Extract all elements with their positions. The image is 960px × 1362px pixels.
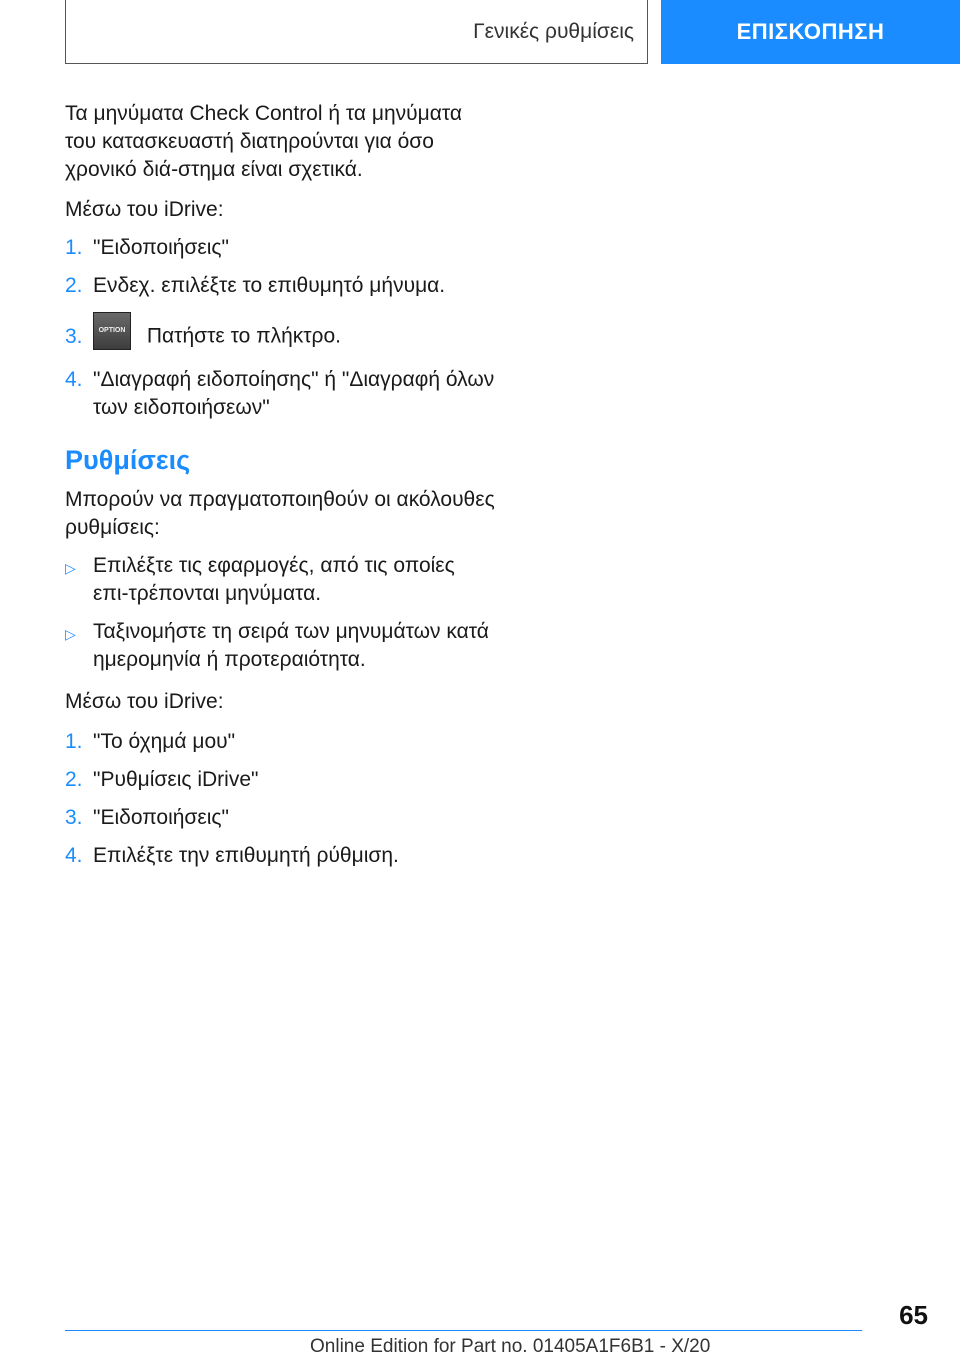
triangle-bullet-icon: ▷ (65, 560, 76, 576)
main-content (65, 100, 495, 884)
list-item (65, 318, 495, 356)
list-item (65, 766, 495, 794)
step-number: 3. (65, 325, 83, 348)
bullet-text: Επιλέξτε τις εφαρμογές, από τις οποίες επι-τρέπονται μηνύματα. (93, 554, 455, 605)
step-content (93, 318, 495, 356)
via-idrive-label: Μέσω του iDrive: (65, 198, 224, 221)
header-section-title: Γενικές ρυθμίσεις (473, 20, 634, 43)
step-text: "Ρυθμίσεις iDrive" (93, 768, 259, 791)
step-number: 2. (65, 274, 83, 297)
list-item (65, 842, 495, 870)
step-number: 1. (65, 236, 83, 259)
step-text: "Το όχημά μου" (93, 730, 236, 753)
intro-paragraph: Τα μηνύματα Check Control ή τα μηνύματα του κατασκευαστή διατηρούνται για όσο χρονικό διά-στημα είναι σχετικά. (65, 102, 462, 181)
list-item (65, 618, 495, 674)
option-button-icon: OPTION (93, 312, 131, 350)
bullet-text: Ταξινομήστε τη σειρά των μηνυμάτων κατά ημερομηνία ή προτεραιότητα. (93, 620, 489, 671)
settings-paragraph: Μπορούν να πραγματοποιηθούν οι ακόλουθες ρυθμίσεις: (65, 488, 495, 539)
header-chapter-tab: ΕΠΙΣΚΟΠΗΣΗ (661, 0, 960, 64)
step-text: Πατήστε το πλήκτρο. (146, 324, 342, 348)
list-item (65, 366, 495, 422)
list-item (65, 728, 495, 756)
step-number: 2. (65, 768, 83, 791)
step-number: 3. (65, 806, 83, 829)
step-text: "Ειδοποιήσεις" (93, 236, 229, 259)
step-number: 1. (65, 730, 83, 753)
footer-edition-text: Online Edition for Part no. 01405A1F6B1 - X/20 (310, 1336, 711, 1357)
step-text: Επιλέξτε την επιθυμητή ρύθμιση. (93, 844, 399, 867)
step-number: 4. (65, 844, 83, 867)
step-text: "Ειδοποιήσεις" (93, 806, 229, 829)
step-number: 4. (65, 368, 83, 391)
list-item (65, 552, 495, 608)
triangle-bullet-icon: ▷ (65, 626, 76, 642)
via-idrive-label: Μέσω του iDrive: (65, 690, 224, 713)
steps-list-settings (65, 728, 495, 870)
settings-bullet-list (65, 552, 495, 674)
step-text: Ενδεχ. επιλέξτε το επιθυμητό μήνυμα. (93, 274, 446, 297)
step-text: "Διαγραφή ειδοποίησης" ή "Διαγραφή όλων των ειδοποιήσεων" (93, 368, 495, 419)
list-item (65, 272, 495, 300)
list-item (65, 804, 495, 832)
steps-list-delete (65, 234, 495, 422)
list-item (65, 234, 495, 262)
settings-heading: Ρυθμίσεις (65, 445, 191, 475)
page-number: 65 (899, 1300, 928, 1330)
footer-divider (65, 1330, 862, 1331)
